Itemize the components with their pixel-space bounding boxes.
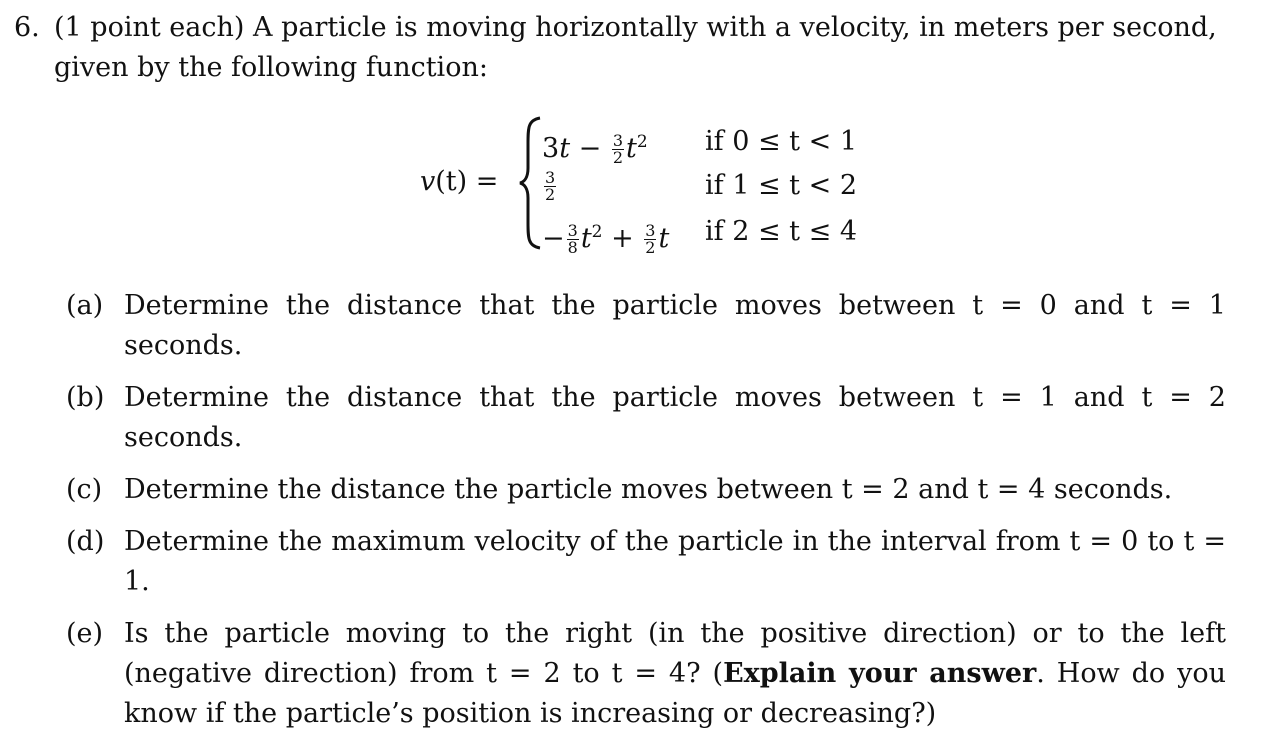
part-text: Is the particle moving to the right (in the positive direction) or to the left (negative direction) from t = 2 to t = 4? (Explain your answer. How do you know if the particle’s position is increasing or decreasing?) [124, 618, 1226, 729]
part-e [66, 614, 1226, 734]
part-text: Determine the distance that the particle moves between t = 0 and t = 1 seconds. [124, 290, 1226, 361]
part-text: Determine the distance the particle moves between t = 2 and t = 4 seconds. [124, 474, 1173, 505]
part-c [66, 470, 1226, 510]
formula-lhs: v(t) = [420, 166, 499, 197]
part-b [66, 378, 1226, 458]
part-text: Determine the maximum velocity of the particle in the interval from t = 0 to t = 1. [124, 526, 1226, 597]
problem-number: 6. [14, 12, 40, 43]
part-label: (a) [66, 290, 104, 321]
piecewise-formula [420, 116, 920, 256]
case-1-condition: if 0 ≤ t < 1 [705, 126, 857, 157]
problem-statement [14, 8, 1254, 88]
problem-intro-line-2: given by the following function: [54, 52, 488, 83]
part-d [66, 522, 1226, 602]
part-a [66, 286, 1226, 366]
part-text: Determine the distance that the particle moves between t = 1 and t = 2 seconds. [124, 382, 1226, 453]
problem-intro-line-1: 6. (1 point each) A particle is moving horizontally with a velocity, in meters per second, [14, 8, 1254, 48]
case-3-expression: − $\frac{3}{8}$ $t^2$ + $\frac{3}{2}$ t [542, 221, 670, 257]
case-2-expression: $\frac{3}{2}$ [545, 168, 556, 204]
part-label: (c) [66, 474, 103, 505]
part-label: (b) [66, 382, 105, 413]
part-label: (e) [66, 618, 104, 649]
emphasis-text: Explain your answer [723, 658, 1037, 689]
case-1-expression: 3t − $\frac{3}{2}$ $t^2$ [542, 131, 648, 167]
part-label: (d) [66, 526, 105, 557]
case-3-condition: if 2 ≤ t ≤ 4 [705, 216, 857, 247]
case-2-condition: if 1 ≤ t < 2 [705, 170, 857, 201]
question-parts [66, 286, 1226, 746]
